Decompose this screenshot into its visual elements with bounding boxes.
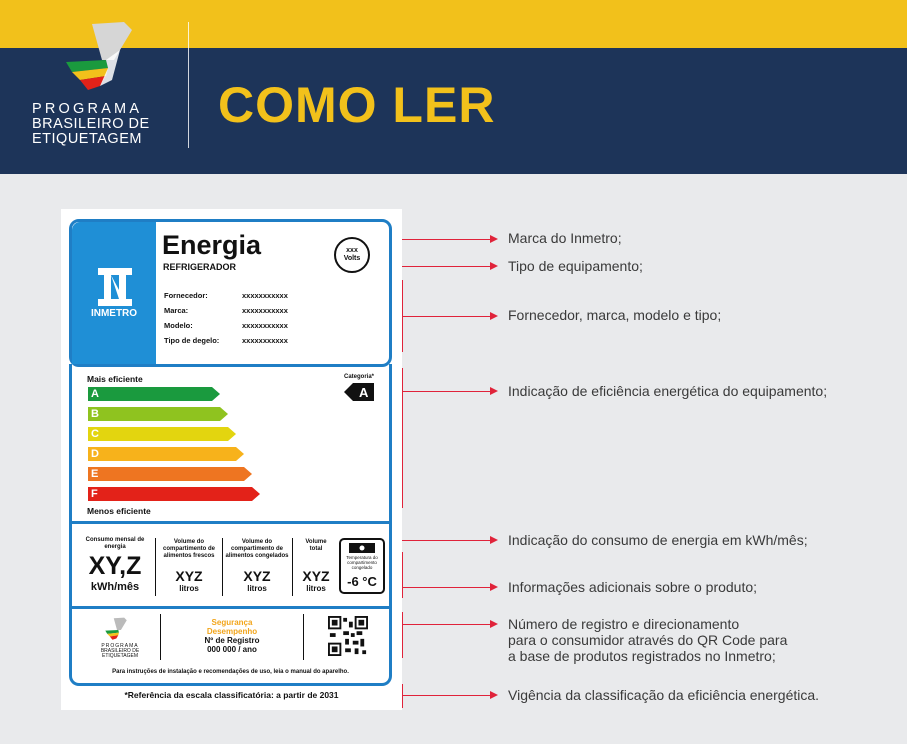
- annotation-text: Vigência da classificação da eficiência energética.: [508, 687, 820, 703]
- frame-separator: [69, 521, 392, 524]
- efficiency-bar-e: E: [88, 467, 244, 481]
- header-divider: [188, 22, 189, 148]
- mais-eficiente-label: Mais eficiente: [87, 374, 143, 384]
- column-divider: [160, 614, 161, 660]
- efficiency-bar-f: F: [88, 487, 252, 501]
- vol-fresh-column: [156, 539, 222, 593]
- annotation-text-line: Número de registro e direcionamento: [508, 616, 740, 632]
- annotation-text-block: [508, 616, 787, 664]
- temp-value: -6 °C: [347, 574, 377, 589]
- page-title: COMO LER: [218, 77, 496, 133]
- annotation-line: [402, 695, 492, 696]
- instructions-text: Para instruções de instalação e recomendações de uso, leia o manual do aparelho.: [112, 669, 349, 675]
- consumo-column: [76, 537, 154, 593]
- field-value: xxxxxxxxxxx: [242, 321, 288, 330]
- annotation-text: Tipo de equipamento;: [508, 258, 643, 274]
- annotation-line: [402, 391, 492, 392]
- annotation-arrow-icon: [490, 312, 498, 320]
- column-divider: [292, 538, 293, 596]
- bar-tip: [212, 387, 220, 401]
- volts-value: xxx: [346, 247, 358, 254]
- inmetro-icon: [96, 268, 134, 306]
- pbe-small-logo-icon: [104, 617, 130, 643]
- annotation-line: [402, 316, 492, 317]
- vol-total-value: XYZ: [302, 568, 330, 584]
- logo-line-2: BRASILEIRO DE: [32, 116, 150, 132]
- desempenho-label: Desempenho: [206, 627, 258, 636]
- annotation-arrow-icon: [490, 235, 498, 243]
- field-row: [164, 336, 288, 351]
- label-energia-title: Energia: [162, 230, 262, 260]
- field-value: xxxxxxxxxxx: [242, 291, 288, 300]
- annotation-arrow-icon: [490, 387, 498, 395]
- pbe-logo-text: [32, 102, 150, 147]
- annotation-bracket: [402, 684, 403, 708]
- annotation-text: Informações adicionais sobre o produto;: [508, 579, 758, 595]
- vol-total-unit: litros: [306, 584, 326, 593]
- temp-head: Temperatura do compartimento congelado: [346, 555, 378, 570]
- annotation-text: Fornecedor, marca, modelo e tipo;: [508, 307, 722, 323]
- supplier-fields: [164, 291, 288, 351]
- registro-label: Nº de Registro: [204, 636, 260, 645]
- temperature-box: [339, 538, 385, 594]
- volts-unit: Volts: [343, 255, 361, 262]
- annotation-line: [402, 624, 492, 625]
- pbe-small-logo-text: [97, 644, 143, 659]
- efficiency-bar-d: D: [88, 447, 236, 461]
- frame-separator: [69, 606, 392, 609]
- field-value: xxxxxxxxxxx: [242, 336, 288, 345]
- vol-frozen-column: [223, 539, 291, 593]
- field-key: Marca:: [164, 306, 189, 315]
- field-key: Modelo:: [164, 321, 193, 330]
- inmetro-brand: INMETRO: [90, 308, 138, 319]
- annotation-text-line: para o consumidor através do QR Code para: [508, 632, 788, 648]
- annotation-bracket: [402, 612, 403, 658]
- logo-small-line: BRASILEIRO DE: [100, 648, 140, 654]
- seguranca-desempenho: [162, 618, 302, 654]
- annotation-arrow-icon: [490, 691, 498, 699]
- annotation-text: Indicação de eficiência energética do equipamento;: [508, 383, 828, 399]
- volts-badge: [334, 237, 370, 273]
- categoria-label: Categoria*: [344, 374, 375, 380]
- annotation-arrow-icon: [490, 536, 498, 544]
- vol-frozen-unit: litros: [247, 584, 267, 593]
- efficiency-bar-c: C: [88, 427, 228, 441]
- field-key: Tipo de degelo:: [164, 336, 220, 345]
- field-value: xxxxxxxxxxx: [242, 306, 288, 315]
- vol-total-column: [294, 539, 338, 593]
- annotation-text: Marca do Inmetro;: [508, 230, 622, 246]
- annotation-line: [402, 266, 492, 267]
- vol-frozen-head: Volume do compartimento de alimentos congelados: [225, 539, 289, 559]
- consumo-head: Consumo mensal de energia: [85, 537, 145, 550]
- annotation-bracket: [402, 368, 403, 508]
- field-key: Fornecedor:: [164, 291, 208, 300]
- annotation-line: [402, 540, 492, 541]
- bar-tip: [236, 447, 244, 461]
- bar-tip: [220, 407, 228, 421]
- annotation-bracket: [402, 552, 403, 598]
- annotation-text: Indicação do consumo de energia em kWh/mês;: [508, 532, 808, 548]
- efficiency-bar-a: A: [88, 387, 212, 401]
- qr-code-icon[interactable]: [328, 616, 368, 656]
- menos-eficiente-label: Menos eficiente: [87, 506, 151, 516]
- freezer-icon: [349, 543, 375, 553]
- vol-fresh-unit: litros: [179, 584, 199, 593]
- categoria-indicator: [344, 383, 374, 401]
- categoria-value: A: [359, 385, 369, 400]
- registro-value: 000 000 / ano: [207, 645, 257, 654]
- consumo-unit: kWh/mês: [90, 581, 140, 593]
- annotation-arrow-icon: [490, 583, 498, 591]
- logo-line-1: PROGRAMA: [32, 101, 143, 117]
- vol-frozen-value: XYZ: [243, 568, 271, 584]
- vol-fresh-value: XYZ: [175, 568, 203, 584]
- field-row: [164, 306, 288, 321]
- annotation-arrow-icon: [490, 262, 498, 270]
- bar-tip: [252, 487, 260, 501]
- footer-note: *Referência da escala classificatória: a partir de 2031: [124, 690, 339, 700]
- efficiency-bar-b: B: [88, 407, 220, 421]
- column-divider: [303, 614, 304, 660]
- field-row: [164, 321, 288, 336]
- annotation-line: [402, 587, 492, 588]
- bar-tip: [228, 427, 236, 441]
- annotation-arrow-icon: [490, 620, 498, 628]
- logo-small-line: ETIQUETAGEM: [101, 653, 139, 659]
- seguranca-label: Segurança: [211, 618, 253, 627]
- label-equipment-type: REFRIGERADOR: [163, 262, 237, 272]
- logo-line-3: ETIQUETAGEM: [32, 131, 142, 147]
- field-row: [164, 291, 288, 306]
- vol-total-head: Volume total: [305, 539, 327, 552]
- annotation-text-line: a base de produtos registrados no Inmetro;: [508, 648, 776, 664]
- annotation-line: [402, 239, 492, 240]
- vol-fresh-head: Volume do compartimento de alimentos frescos: [162, 539, 215, 559]
- pbe-logo-icon: [62, 20, 142, 100]
- bar-tip: [244, 467, 252, 481]
- consumo-value: XY,Z: [88, 552, 142, 580]
- logo-small-line: PROGRAMA: [101, 643, 139, 649]
